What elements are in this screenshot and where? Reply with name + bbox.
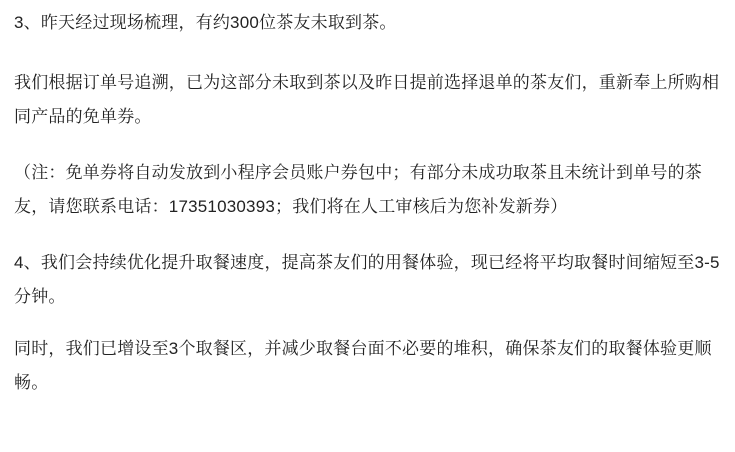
paragraph-spacer bbox=[14, 40, 721, 66]
paragraph-spacer bbox=[14, 224, 721, 246]
paragraph-item-3: 3、昨天经过现场梳理，有约300位茶友未取到茶。 bbox=[14, 13, 397, 32]
paragraph-pickup-areas: 同时，我们已增设至3个取餐区，并减少取餐台面不必要的堆积，确保茶友们的取餐体验更顺畅。 bbox=[14, 339, 712, 392]
paragraph-refund-explanation: 我们根据订单号追溯，已为这部分未取到茶以及昨日提前选择退单的茶友们，重新奉上所购相同产品的免单券。 bbox=[14, 73, 720, 126]
paragraph-spacer bbox=[14, 314, 721, 332]
paragraph-item-4: 4、我们会持续优化提升取餐速度，提高茶友们的用餐体验，现已经将平均取餐时间缩短至3-5分钟。 bbox=[14, 253, 720, 306]
paragraph-note: （注：免单券将自动发放到小程序会员账户券包中；有部分未成功取茶且未统计到单号的茶友，请您联系电话：17351030393；我们将在人工审核后为您补发新券） bbox=[14, 163, 702, 216]
paragraph-spacer bbox=[14, 134, 721, 156]
